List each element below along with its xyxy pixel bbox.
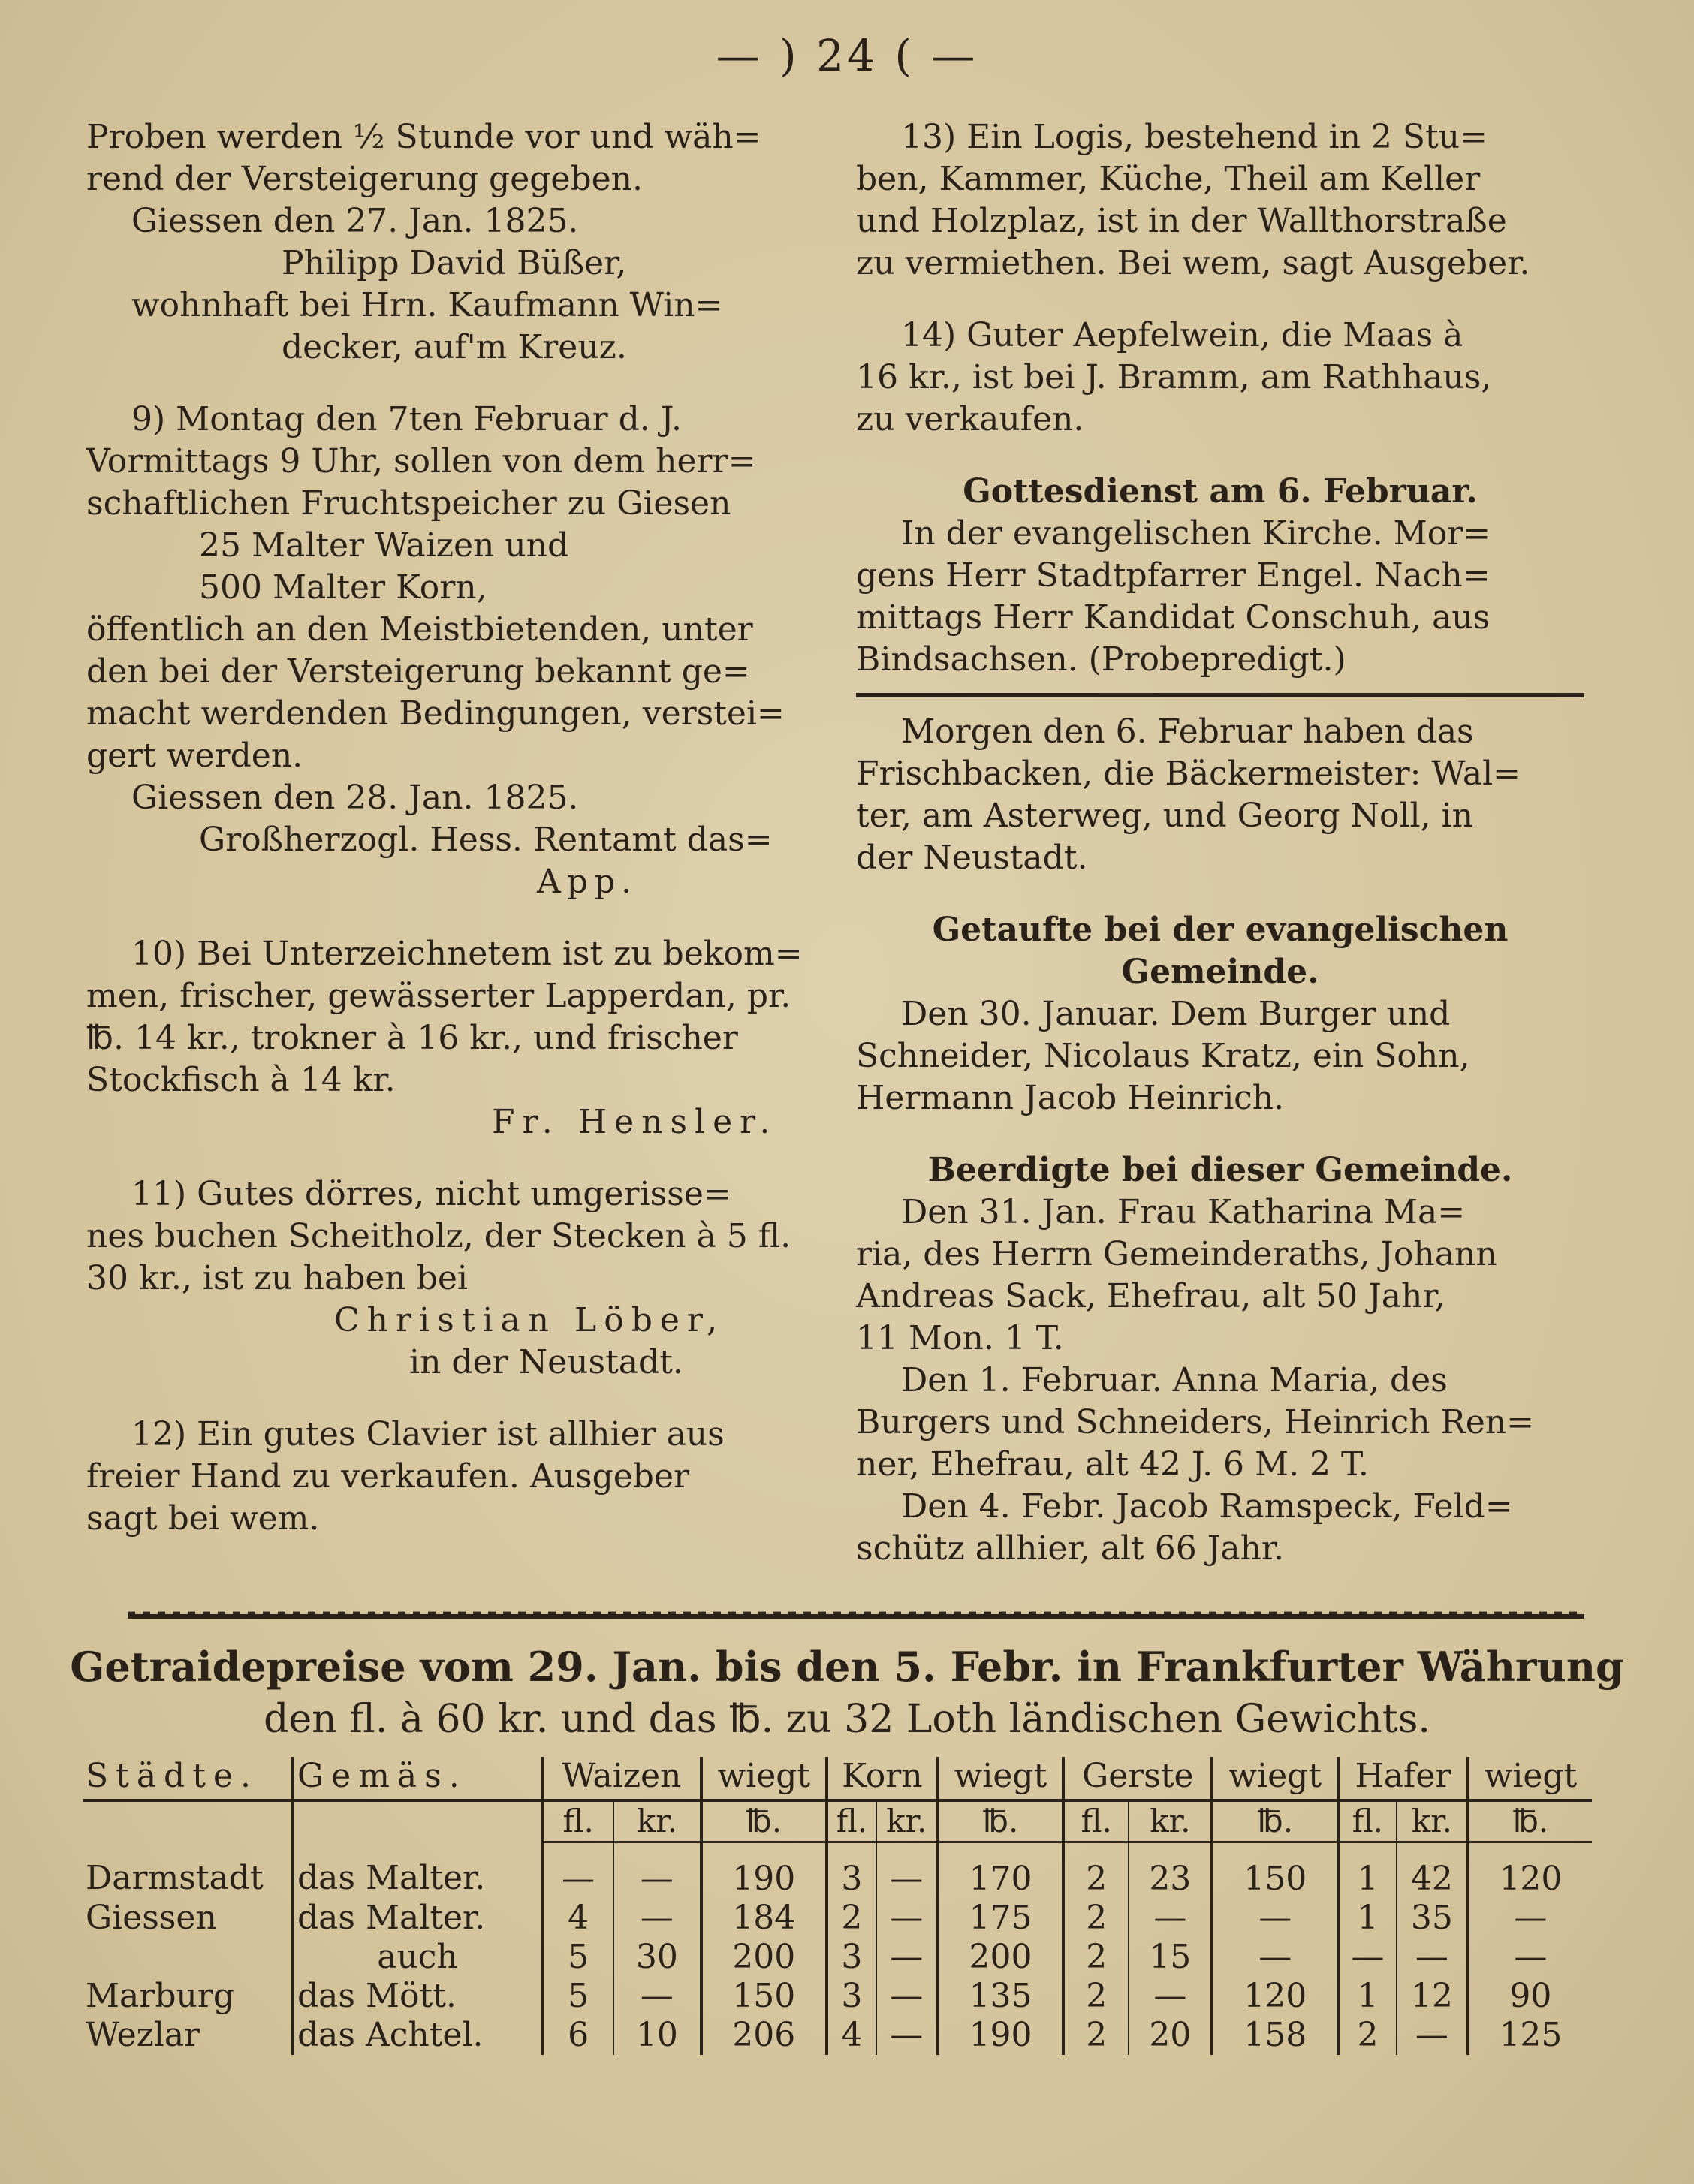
- price-cell: 1: [1338, 1977, 1397, 2016]
- price-cell: 200: [701, 1938, 827, 1977]
- col-subheader-fl: fl.: [827, 1800, 876, 1842]
- price-cell: —: [1338, 1938, 1397, 1977]
- text-line: zu verkaufen.: [856, 400, 1084, 438]
- text-line: ner, Ehefrau, alt 42 J. 6 M. 2 T.: [856, 1445, 1369, 1484]
- col-header-city: Städte.: [83, 1757, 293, 1800]
- price-cell: 2: [1063, 1977, 1129, 2016]
- price-cell: 2: [1063, 1842, 1129, 1899]
- city-cell: Darmstadt: [86, 1859, 264, 1898]
- col-header-wiegt: wiegt: [1468, 1757, 1592, 1800]
- text-line: Burgers und Schneiders, Heinrich Ren=: [856, 1403, 1534, 1441]
- col-subheader-fl: fl.: [1063, 1800, 1129, 1842]
- text-line: Stockfisch à 14 kr.: [86, 1061, 396, 1099]
- price-cell: 150: [1212, 1842, 1338, 1899]
- text-line: ria, des Herrn Gemeinderaths, Johann: [856, 1235, 1497, 1273]
- signature: Philipp David Büßer,: [282, 244, 627, 282]
- price-cell: 3: [827, 1842, 876, 1899]
- col-subheader-fl: fl.: [1338, 1800, 1397, 1842]
- table-row: [83, 1938, 1592, 1977]
- col-subheader-lb: ℔.: [701, 1800, 827, 1842]
- text-line: ℔. 14 kr., trokner à 16 kr., und frischer: [86, 1019, 738, 1057]
- price-cell: —: [1129, 1977, 1212, 2016]
- price-cell: —: [1129, 1899, 1212, 1938]
- col-header-wiegt: wiegt: [1212, 1757, 1338, 1800]
- price-cell: 23: [1129, 1842, 1212, 1899]
- text-line: der Neustadt.: [856, 839, 1088, 877]
- price-cell: —: [876, 1842, 938, 1899]
- text-line: ben, Kammer, Küche, Theil am Keller: [856, 160, 1481, 198]
- section-heading: Beerdigte bei dieser Gemeinde.: [927, 1151, 1513, 1189]
- left-column: [86, 116, 818, 1540]
- price-cell: 2: [1338, 2016, 1397, 2055]
- col-header-gerste: Gerste: [1063, 1757, 1212, 1800]
- price-cell: —: [1212, 1899, 1338, 1938]
- col-subheader-kr: kr.: [1397, 1800, 1468, 1842]
- price-cell: 4: [827, 2016, 876, 2055]
- price-cell: 20: [1129, 2016, 1212, 2055]
- col-subheader-lb: ℔.: [1468, 1800, 1592, 1842]
- list-item: 25 Malter Waizen und: [199, 526, 569, 565]
- text-line: freier Hand zu verkaufen. Ausgeber: [86, 1457, 690, 1496]
- text-line: Proben werden ½ Stunde vor und wäh=: [86, 118, 761, 156]
- text-line: In der evangelischen Kirche. Mor=: [901, 514, 1491, 553]
- col-header-wiegt: wiegt: [938, 1757, 1064, 1800]
- measure-cell: das Achtel.: [293, 2016, 542, 2055]
- col-header-hafer: Hafer: [1338, 1757, 1468, 1800]
- section-heading: Gottesdienst am 6. Februar.: [963, 472, 1478, 511]
- text-line: gens Herr Stadtpfarrer Engel. Nach=: [856, 556, 1491, 595]
- price-cell: 2: [1063, 2016, 1129, 2055]
- grain-price-table: [83, 1757, 1592, 2055]
- price-cell: 3: [827, 1938, 876, 1977]
- signature: Christian Löber,: [334, 1301, 725, 1339]
- divider: [856, 693, 1584, 697]
- price-cell: 120: [1212, 1977, 1338, 2016]
- text-line: öffentlich an den Meistbietenden, unter: [86, 610, 753, 649]
- price-cell: —: [1212, 1938, 1338, 1977]
- list-item: 500 Malter Korn,: [199, 568, 487, 607]
- text-line: mittags Herr Kandidat Conschuh, aus: [856, 598, 1491, 637]
- text-line: gert werden.: [86, 737, 303, 775]
- text-line: Den 30. Januar. Dem Burger und: [901, 995, 1451, 1033]
- text-line: Den 4. Febr. Jacob Ramspeck, Feld=: [901, 1487, 1513, 1526]
- price-cell: 190: [701, 1842, 827, 1899]
- measure-cell: auch: [293, 1938, 542, 1977]
- price-cell: 30: [613, 1938, 701, 1977]
- price-cell: 2: [1063, 1938, 1129, 1977]
- text-line: Den 31. Jan. Frau Katharina Ma=: [901, 1193, 1466, 1231]
- text-line: Den 1. Februar. Anna Maria, des: [901, 1361, 1448, 1399]
- price-cell: —: [1468, 1899, 1592, 1938]
- price-cell: 4: [542, 1899, 613, 1938]
- price-cell: 184: [701, 1899, 827, 1938]
- text-line: macht werdenden Bedingungen, verstei=: [86, 694, 785, 733]
- text-line: 12) Ein gutes Clavier ist allhier aus: [131, 1415, 725, 1453]
- page-number: — ) 24 ( —: [716, 30, 978, 81]
- table-row: [83, 1977, 1592, 2016]
- city-cell: Wezlar: [86, 2016, 200, 2054]
- text-line: 16 kr., ist bei J. Bramm, am Rathhaus,: [856, 358, 1492, 396]
- signature: App.: [537, 863, 638, 901]
- prices-title: [0, 1640, 1694, 1746]
- price-cell: 190: [938, 2016, 1064, 2055]
- col-header-wiegt: wiegt: [701, 1757, 827, 1800]
- col-subheader-lb: ℔.: [1212, 1800, 1338, 1842]
- price-cell: 1: [1338, 1899, 1397, 1938]
- signature: Großherzogl. Hess. Rentamt das=: [199, 821, 773, 859]
- city-cell: Marburg: [86, 1977, 235, 2015]
- table-row: [83, 2016, 1592, 2055]
- price-cell: 42: [1397, 1842, 1468, 1899]
- price-cell: 1: [1338, 1842, 1397, 1899]
- price-cell: —: [613, 1977, 701, 2016]
- col-subheader-lb: ℔.: [938, 1800, 1064, 1842]
- table-row: [83, 1842, 1592, 1899]
- price-cell: 15: [1129, 1938, 1212, 1977]
- text-line: 13) Ein Logis, bestehend in 2 Stu=: [901, 118, 1488, 156]
- price-cell: —: [1468, 1938, 1592, 1977]
- text-line: ter, am Asterweg, und Georg Noll, in: [856, 797, 1473, 835]
- city-cell: Giessen: [86, 1899, 217, 1937]
- col-header-waizen: Waizen: [542, 1757, 701, 1800]
- dateline: Giessen den 27. Jan. 1825.: [131, 202, 579, 240]
- col-header-measure: Gemäs.: [293, 1757, 542, 1800]
- price-cell: —: [1397, 2016, 1468, 2055]
- signature: decker, auf'm Kreuz.: [282, 328, 627, 366]
- price-cell: —: [876, 1938, 938, 1977]
- price-cell: 5: [542, 1977, 613, 2016]
- text-line: rend der Versteigerung gegeben.: [86, 160, 643, 198]
- price-cell: 12: [1397, 1977, 1468, 2016]
- price-cell: —: [1397, 1938, 1468, 1977]
- text-line: Andreas Sack, Ehefrau, alt 50 Jahr,: [856, 1277, 1445, 1315]
- signature: Fr. Hensler.: [492, 1103, 778, 1141]
- price-cell: 2: [1063, 1899, 1129, 1938]
- text-line: 10) Bei Unterzeichnetem ist zu bekom=: [131, 935, 803, 973]
- text-line: sagt bei wem.: [86, 1499, 320, 1538]
- price-cell: 158: [1212, 2016, 1338, 2055]
- text-line: und Holzplaz, ist in der Wallthorstraße: [856, 202, 1507, 240]
- signature: in der Neustadt.: [409, 1343, 683, 1381]
- text-line: 11 Mon. 1 T.: [856, 1319, 1064, 1357]
- price-cell: 35: [1397, 1899, 1468, 1938]
- city-cell: [83, 1938, 293, 1977]
- text-line: Frischbacken, die Bäckermeister: Wal=: [856, 755, 1521, 793]
- text-line: 9) Montag den 7ten Februar d. J.: [131, 400, 682, 438]
- price-cell: —: [876, 2016, 938, 2055]
- price-cell: 90: [1468, 1977, 1592, 2016]
- price-cell: —: [876, 1899, 938, 1938]
- text-line: men, frischer, gewässerter Lapperdan, pr.: [86, 977, 791, 1015]
- price-cell: 135: [938, 1977, 1064, 2016]
- col-header-korn: Korn: [827, 1757, 938, 1800]
- text-line: zu vermiethen. Bei wem, sagt Ausgeber.: [856, 244, 1530, 282]
- price-cell: 125: [1468, 2016, 1592, 2055]
- text-line: den bei der Versteigerung bekannt ge=: [86, 652, 750, 691]
- col-subheader-kr: kr.: [1129, 1800, 1212, 1842]
- price-cell: 5: [542, 1938, 613, 1977]
- text-line: 11) Gutes dörres, nicht umgerisse=: [131, 1175, 731, 1213]
- price-cell: 170: [938, 1842, 1064, 1899]
- price-cell: 3: [827, 1977, 876, 2016]
- price-cell: —: [613, 1899, 701, 1938]
- section-heading: Gemeinde.: [1121, 953, 1319, 991]
- ornamental-divider-line: [128, 1614, 1584, 1619]
- measure-cell: das Malter.: [293, 1899, 542, 1938]
- signature: wohnhaft bei Hrn. Kaufmann Win=: [131, 286, 723, 324]
- table-row: [83, 1899, 1592, 1938]
- price-cell: 206: [701, 2016, 827, 2055]
- text-line: Bindsachsen. (Probepredigt.): [856, 640, 1346, 679]
- price-cell: 150: [701, 1977, 827, 2016]
- text-line: nes buchen Scheitholz, der Stecken à 5 fl.: [86, 1217, 791, 1255]
- price-cell: 175: [938, 1899, 1064, 1938]
- text-line: schaftlichen Fruchtspeicher zu Giesen: [86, 484, 731, 523]
- text-line: Hermann Jacob Heinrich.: [856, 1079, 1285, 1117]
- measure-cell: das Malter.: [293, 1842, 542, 1899]
- col-subheader-kr: kr.: [613, 1800, 701, 1842]
- text-line: Schneider, Nicolaus Kratz, ein Sohn,: [856, 1037, 1470, 1075]
- measure-cell: das Mött.: [293, 1977, 542, 2016]
- text-line: 30 kr., ist zu haben bei: [86, 1259, 468, 1297]
- text-line: 14) Guter Aepfelwein, die Maas à: [901, 316, 1463, 354]
- col-subheader-fl: fl.: [542, 1800, 613, 1842]
- price-cell: 120: [1468, 1842, 1592, 1899]
- prices-title-line: den fl. à 60 kr. und das ℔. zu 32 Loth ländischen Gewichts.: [264, 1697, 1430, 1742]
- dateline: Giessen den 28. Jan. 1825.: [131, 779, 579, 817]
- right-column: [856, 116, 1584, 1570]
- text-line: schütz allhier, alt 66 Jahr.: [856, 1529, 1285, 1568]
- text-line: Morgen den 6. Februar haben das: [901, 712, 1474, 751]
- price-cell: 6: [542, 2016, 613, 2055]
- price-cell: —: [876, 1977, 938, 2016]
- price-cell: 10: [613, 2016, 701, 2055]
- price-cell: —: [542, 1842, 613, 1899]
- col-subheader-kr: kr.: [876, 1800, 938, 1842]
- price-cell: 200: [938, 1938, 1064, 1977]
- text-line: Vormittags 9 Uhr, sollen von dem herr=: [86, 442, 756, 480]
- price-cell: —: [613, 1842, 701, 1899]
- prices-title-line: Getraidepreise vom 29. Jan. bis den 5. Febr. in Frankfurter Währung: [70, 1643, 1624, 1691]
- section-heading: Getaufte bei der evangelischen: [932, 911, 1509, 949]
- price-cell: 2: [827, 1899, 876, 1938]
